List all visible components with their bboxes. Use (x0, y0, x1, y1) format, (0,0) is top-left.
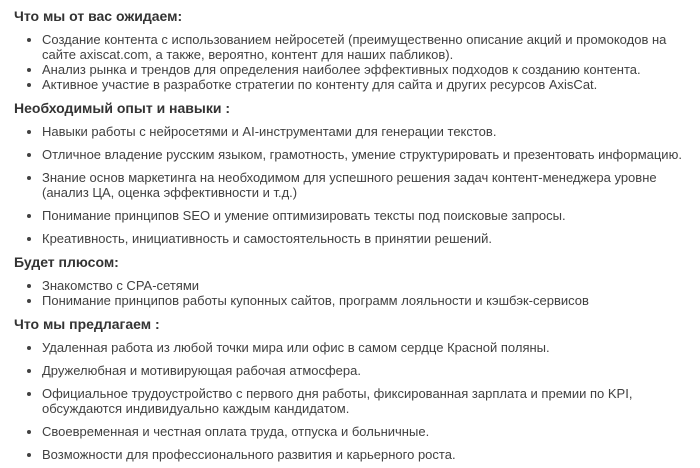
list-item: • Понимание принципов работы купонных сайтов, программ лояльности и кэшбэк-сервисов (42, 293, 698, 308)
list-item: • Знакомство с CPA-сетями (42, 278, 698, 293)
list-item: • Удаленная работа из любой точки мира или офис в самом сердце Красной поляны. (42, 340, 698, 355)
list-item: • Дружелюбная и мотивирующая рабочая атмосфера. (42, 363, 698, 378)
list-item: • Знание основ маркетинга на необходимом для успешного решения задач контент-менеджера уровне (анализ ЦА, оценка эффективности и т.д.) (42, 170, 698, 200)
section-heading-nice-to-have: Будет плюсом: (14, 254, 119, 270)
list-item: • Официальное трудоустройство с первого дня работы, фиксированная зарплата и премии по KPI, обсуждаются индивидуально каждым кандидатом. (42, 386, 698, 416)
list-item: • Понимание принципов SEO и умение оптимизировать тексты под поисковые запросы. (42, 208, 698, 223)
list-item: • Навыки работы с нейросетями и AI-инструментами для генерации текстов. (42, 124, 698, 139)
section-list-required-skills (14, 124, 698, 246)
section-heading-we-offer: Что мы предлагаем : (14, 316, 160, 332)
section-list-we-offer (14, 340, 698, 462)
section-list-expectations (14, 32, 698, 92)
list-item: • Возможности для профессионального развития и карьерного роста. (42, 447, 698, 462)
list-item: • Создание контента с использованием нейросетей (преимущественно описание акций и промокодов на сайте axiscat.com, а также, вероятно, контент для наших пабликов). (42, 32, 698, 62)
list-item: • Своевременная и честная оплата труда, отпуска и больничные. (42, 424, 698, 439)
section-heading-expectations: Что мы от вас ожидаем: (14, 8, 183, 24)
section-heading-required-skills: Необходимый опыт и навыки : (14, 100, 231, 116)
list-item: • Анализ рынка и трендов для определения наиболее эффективных подходов к созданию контента. (42, 62, 698, 77)
list-item: • Отличное владение русским языком, грамотность, умение структурировать и презентовать информацию. (42, 147, 698, 162)
list-item: • Активное участие в разработке стратегии по контенту для сайта и других ресурсов AxisCat. (42, 77, 698, 92)
section-list-nice-to-have (14, 278, 698, 308)
list-item: • Креативность, инициативность и самостоятельность в принятии решений. (42, 231, 698, 246)
